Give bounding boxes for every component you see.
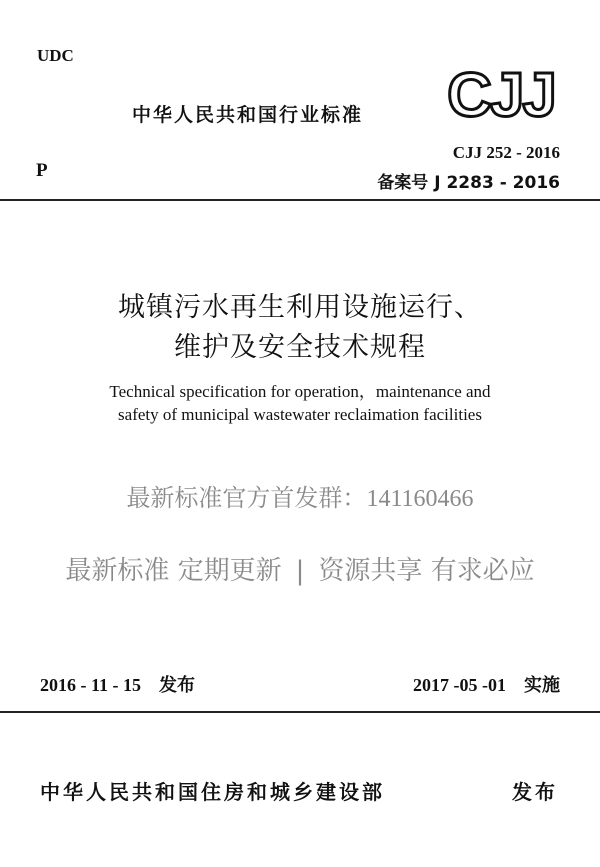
industry-standard-title: 中华人民共和国行业标准 <box>132 104 364 126</box>
promo-line1-text: 最新标准官方首发群： <box>126 484 367 512</box>
bottom-divider <box>0 711 600 713</box>
logo-text: CJJ <box>447 62 555 126</box>
effective-date: 2017 -05 -01 <box>413 675 506 695</box>
promo-line2 <box>0 550 600 587</box>
issue-date-block <box>40 671 195 697</box>
standard-code: CJJ 252 - 2016 <box>452 143 560 162</box>
promo-line1 <box>0 478 600 513</box>
category-letter: P <box>36 160 48 181</box>
title-en-line2: safety of municipal wastewater reclaimation facilities <box>118 405 482 424</box>
title-en-line1: Technical specification for operation，maintenance and <box>109 382 491 401</box>
title-zh-line2: 维护及安全技术规程 <box>174 332 426 363</box>
effective-label: 实施 <box>524 675 560 696</box>
promo-line2-right: 资源共享 有求必应 <box>318 556 535 586</box>
ministry-name: 中华人民共和国住房和城乡建设部 <box>40 780 385 804</box>
issue-date: 2016 - 11 - 15 <box>40 675 141 695</box>
promo-line2-left: 最新标准 定期更新 <box>65 556 282 586</box>
title-zh-line1: 城镇污水再生利用设施运行、 <box>118 292 482 323</box>
udc-label: UDC <box>37 46 74 65</box>
issue-label: 发布 <box>159 675 195 696</box>
promo-group-number: 141160466 <box>366 486 474 512</box>
promo-separator: | <box>295 556 305 586</box>
effective-date-block <box>413 671 560 697</box>
footer-publish-label: 发布 <box>512 780 558 804</box>
record-number: 备案号 J 2283 - 2016 <box>377 173 560 193</box>
top-divider <box>0 199 600 201</box>
cjj-logo <box>446 62 556 126</box>
